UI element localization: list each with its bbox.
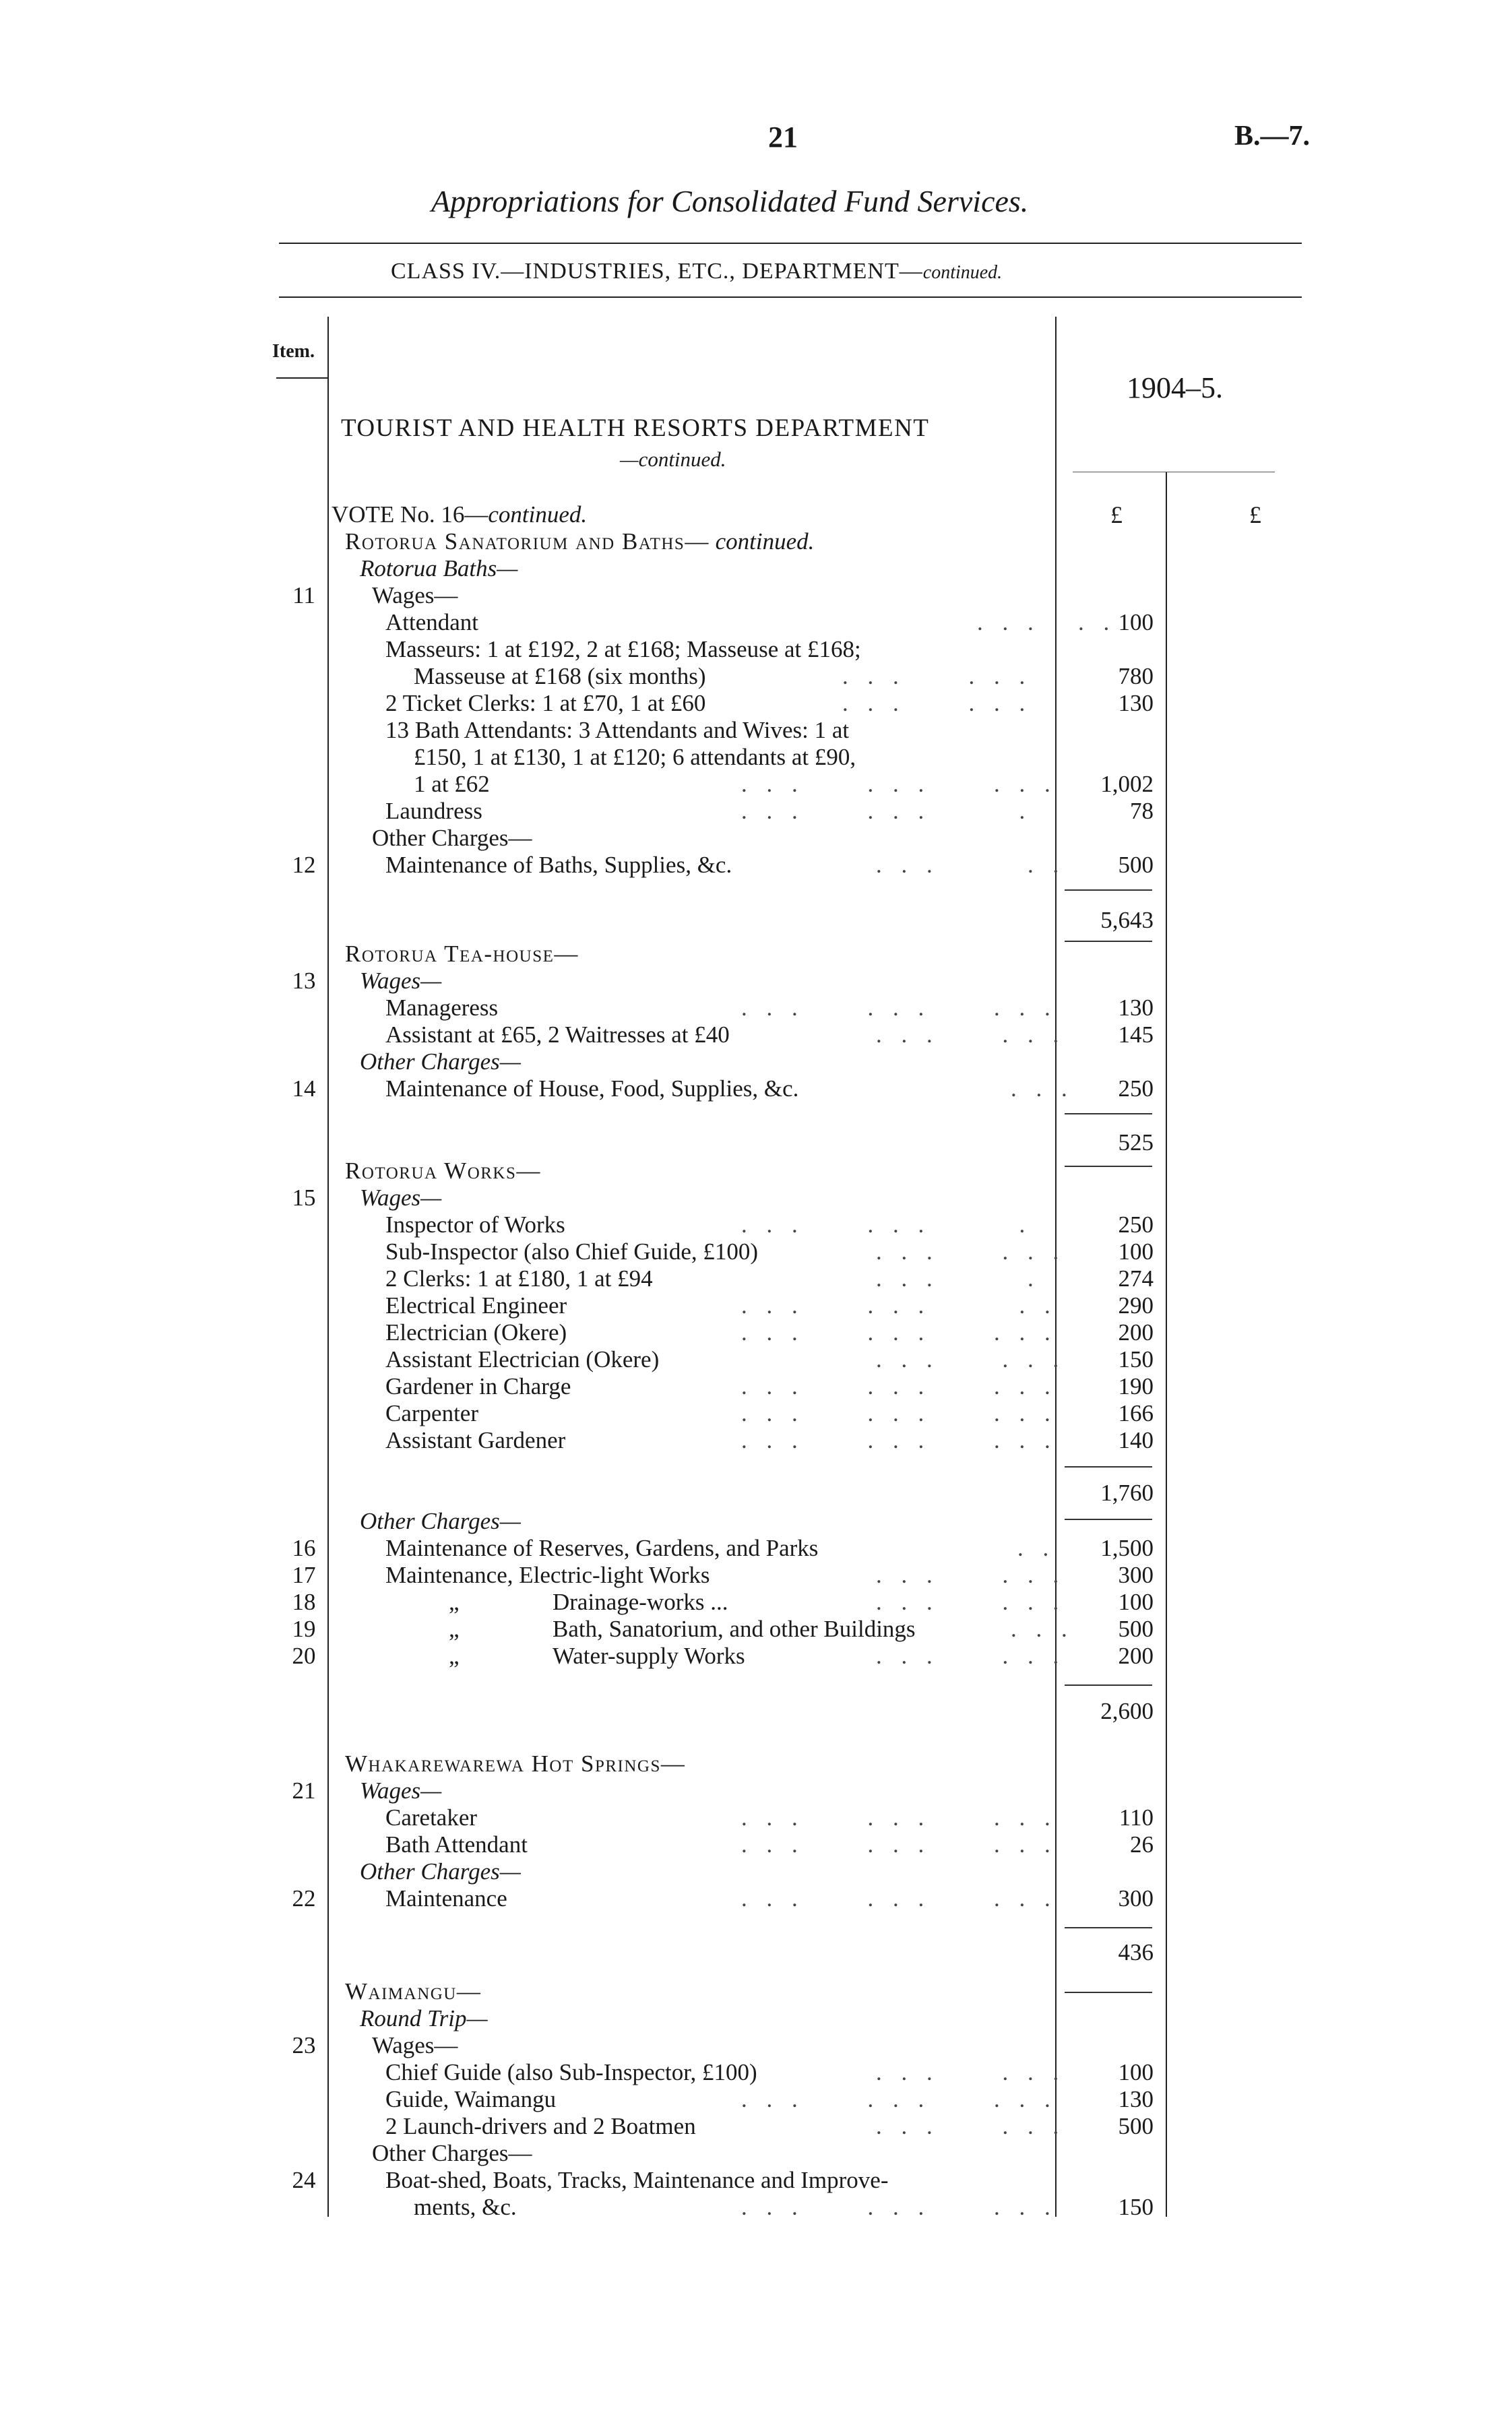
wages-label: 21 Wages— <box>0 1777 1512 1804</box>
table-row: Assistant Electrician (Okere) . . . . . . 150 <box>385 1346 1154 1373</box>
document-reference: B.—7. <box>1234 121 1311 152</box>
table-row: 17 Maintenance, Electric-light Works . . . . . . 300 <box>0 1562 1512 1589</box>
heading-rule <box>279 243 1302 244</box>
amount: 100 <box>1118 609 1154 635</box>
department-title: TOURIST AND HEALTH RESORTS DEPARTMENT <box>341 414 930 442</box>
table-row: Sub-Inspector (also Chief Guide, £100) . . . . . . 100 <box>385 1238 1154 1265</box>
amount: 250 <box>1118 1211 1154 1238</box>
item-column-header: Item. <box>272 341 315 362</box>
table-row: Manageress . . . . . . . . . 130 <box>385 995 1154 1021</box>
amount: 190 <box>1118 1373 1154 1399</box>
subtotal-rule <box>1065 1927 1152 1928</box>
subtotal: 436 <box>1118 1939 1154 1965</box>
vote-label: VOTE No. 16— <box>332 501 489 528</box>
section-title: Waimangu— <box>345 1978 482 2005</box>
subtotal-rule <box>1065 1466 1152 1468</box>
department-title-continued: —continued. <box>620 447 726 471</box>
amount: 274 <box>1118 1265 1154 1292</box>
section-title: Rotorua Sanatorium and Baths— <box>345 528 710 555</box>
amount: 100 <box>1118 2059 1154 2085</box>
table-row: Caretaker . . . . . . . . . 110 <box>385 1804 1154 1831</box>
table-row: 18 „ Drainage-works ... . . . . . . 100 <box>0 1589 1512 1616</box>
table-row: Carpenter . . . . . . . . . 166 <box>385 1400 1154 1426</box>
amount: 100 <box>1118 1589 1154 1615</box>
subtotal: 1,760 <box>1100 1480 1154 1506</box>
section-header <box>0 1158 1512 1185</box>
item-number: 20 <box>292 1643 316 1669</box>
table-row: 12 Maintenance of Baths, Supplies, &c. . . . . . 500 <box>0 852 1512 879</box>
amount: 1,002 <box>1100 771 1154 797</box>
subtotal-rule <box>1065 1113 1152 1114</box>
amount: 130 <box>1118 2086 1154 2112</box>
other-charges-label: Other Charges— <box>360 1508 521 1534</box>
other-charges-label: Other Charges— <box>372 2140 532 2166</box>
amount: 100 <box>1118 1238 1154 1265</box>
item-number: 21 <box>292 1777 316 1804</box>
table-row: 13 Bath Attendants: 3 Attendants and Wives: 1 at <box>385 717 850 743</box>
table-row: Electrical Engineer . . . . . . . . 290 <box>385 1292 1154 1319</box>
wages-label: 11 Wages— <box>0 582 1512 609</box>
subtotal: 2,600 <box>1100 1698 1154 1724</box>
page-heading: Appropriations for Consolidated Fund Services. <box>431 184 1029 218</box>
table-row: £150, 1 at £130, 1 at £120; 6 attendants at £90, <box>414 744 856 770</box>
amount: 200 <box>1118 1319 1154 1346</box>
section-title: Whakarewarewa Hot Springs— <box>345 1751 686 1777</box>
wages-label: 13 Wages— <box>0 968 1512 995</box>
wages-label: 23 Wages— <box>0 2032 1512 2059</box>
wages-label: 15 Wages— <box>0 1185 1512 1211</box>
class-heading: CLASS IV.—INDUSTRIES, ETC., DEPARTMENT—continued. <box>391 259 1003 284</box>
item-number: 19 <box>292 1616 316 1642</box>
other-charges-label: Other Charges— <box>360 1048 521 1075</box>
item-number: 15 <box>292 1185 316 1211</box>
amount: 150 <box>1118 1346 1154 1373</box>
table-top-rule <box>279 296 1302 298</box>
item-number: 14 <box>292 1075 316 1102</box>
table-row: Assistant at £65, 2 Waitresses at £40 . . . . . . 145 <box>385 1021 1154 1048</box>
table-row: Gardener in Charge . . . . . . . . . 190 <box>385 1373 1154 1399</box>
ditto-mark: „ <box>449 1616 460 1642</box>
subtotal: 5,643 <box>1100 907 1154 933</box>
section-continued: continued. <box>709 528 815 555</box>
item-number: 18 <box>292 1589 316 1615</box>
amount: 130 <box>1118 690 1154 716</box>
table-row: 1 at £62 . . . . . . . . . 1,002 <box>414 771 1154 797</box>
item-number: 22 <box>292 1885 316 1912</box>
table-row: ments, &c. . . . . . . . . . 150 <box>414 2194 1154 2220</box>
amount: 200 <box>1118 1643 1154 1669</box>
subtotal-rule <box>1065 1684 1152 1686</box>
ditto-mark: „ <box>449 1643 460 1669</box>
section-header <box>0 528 1512 555</box>
amount: 140 <box>1118 1427 1154 1453</box>
table-row: 20 „ Water-supply Works . . . . . . 200 <box>0 1643 1512 1670</box>
table-row: 16 Maintenance of Reserves, Gardens, and Parks . . 1,500 <box>0 1535 1512 1562</box>
amount: 26 <box>1130 1831 1154 1858</box>
amount: 78 <box>1130 798 1154 824</box>
item-number: 24 <box>292 2167 316 2193</box>
amount: 130 <box>1118 995 1154 1021</box>
section-header <box>0 1978 1512 2005</box>
table-row: Guide, Waimangu . . . . . . . . . 130 <box>385 2086 1154 2112</box>
other-charges-label: Other Charges— <box>372 825 532 851</box>
section-title: Rotorua Tea-house— <box>345 941 579 967</box>
table-row: Bath Attendant . . . . . . . . . 26 <box>385 1831 1154 1858</box>
table-row: 2 Launch-drivers and 2 Boatmen . . . . . . 500 <box>385 2113 1154 2139</box>
amount: 250 <box>1118 1075 1154 1102</box>
table-row: 22 Maintenance . . . . . . . . . 300 <box>0 1885 1512 1912</box>
amount: 110 <box>1119 1804 1154 1831</box>
amount: 300 <box>1118 1885 1154 1912</box>
table-row: 2 Ticket Clerks: 1 at £70, 1 at £60 . . . . . . 130 <box>385 690 1154 716</box>
item-number: 16 <box>292 1535 316 1561</box>
item-number: 11 <box>292 582 315 608</box>
table-row: Masseuse at £168 (six months) . . . . . . 780 <box>414 663 1154 689</box>
amount: 780 <box>1118 663 1154 689</box>
amount: 290 <box>1118 1292 1154 1319</box>
page-number: 21 <box>768 121 798 154</box>
subtotal-rule <box>1065 889 1152 891</box>
table-row: Assistant Gardener . . . . . . . . . 140 <box>385 1427 1154 1453</box>
section-header <box>0 1751 1512 1777</box>
item-number: 23 <box>292 2032 316 2058</box>
amount: 150 <box>1118 2194 1154 2220</box>
table-row: Laundress . . . . . . . 78 <box>385 798 1154 824</box>
vote-row <box>0 501 1512 528</box>
amount: 145 <box>1118 1021 1154 1048</box>
amount: 300 <box>1118 1562 1154 1588</box>
amount: 1,500 <box>1100 1535 1154 1561</box>
other-charges-label: Other Charges— <box>360 1858 521 1885</box>
table-row: Attendant . . . . . 100 <box>385 609 1154 635</box>
item-header-rule <box>276 377 327 379</box>
table-row: 24 Boat-shed, Boats, Tracks, Maintenance and Improve- <box>0 2167 1512 2194</box>
vote-continued: continued. <box>488 501 588 528</box>
section-header <box>0 941 1512 968</box>
amount: 500 <box>1118 2113 1154 2139</box>
amount: 500 <box>1118 852 1154 878</box>
item-number: 13 <box>292 968 316 994</box>
item-number: 17 <box>292 1562 316 1588</box>
table-row: Inspector of Works . . . . . . . 250 <box>385 1211 1154 1238</box>
table-row: 14 Maintenance of House, Food, Supplies, &c. . . . 250 <box>0 1075 1512 1102</box>
table-row: Chief Guide (also Sub-Inspector, £100) . . . . . . 100 <box>385 2059 1154 2085</box>
ditto-mark: „ <box>449 1589 460 1615</box>
item-number: 12 <box>292 852 316 878</box>
table-row: 19 „ Bath, Sanatorium, and other Buildings . . . 500 <box>0 1616 1512 1643</box>
amount: 500 <box>1118 1616 1154 1642</box>
year-column-header: 1904–5. <box>1127 371 1223 404</box>
section-title: Rotorua Works— <box>345 1158 541 1184</box>
table-row: Electrician (Okere) . . . . . . . . . 200 <box>385 1319 1154 1346</box>
currency-header-totals: £ <box>1249 501 1261 528</box>
currency-header-items: £ <box>1110 501 1123 528</box>
subsection-label: Round Trip— <box>360 2005 488 2031</box>
table-row: 2 Clerks: 1 at £180, 1 at £94 . . . . 274 <box>385 1265 1154 1292</box>
amount: 166 <box>1118 1400 1154 1426</box>
subtotal: 525 <box>1118 1129 1154 1156</box>
subsection-label: Rotorua Baths— <box>360 555 518 581</box>
table-row: Masseurs: 1 at £192, 2 at £168; Masseuse at £168; <box>385 636 861 662</box>
